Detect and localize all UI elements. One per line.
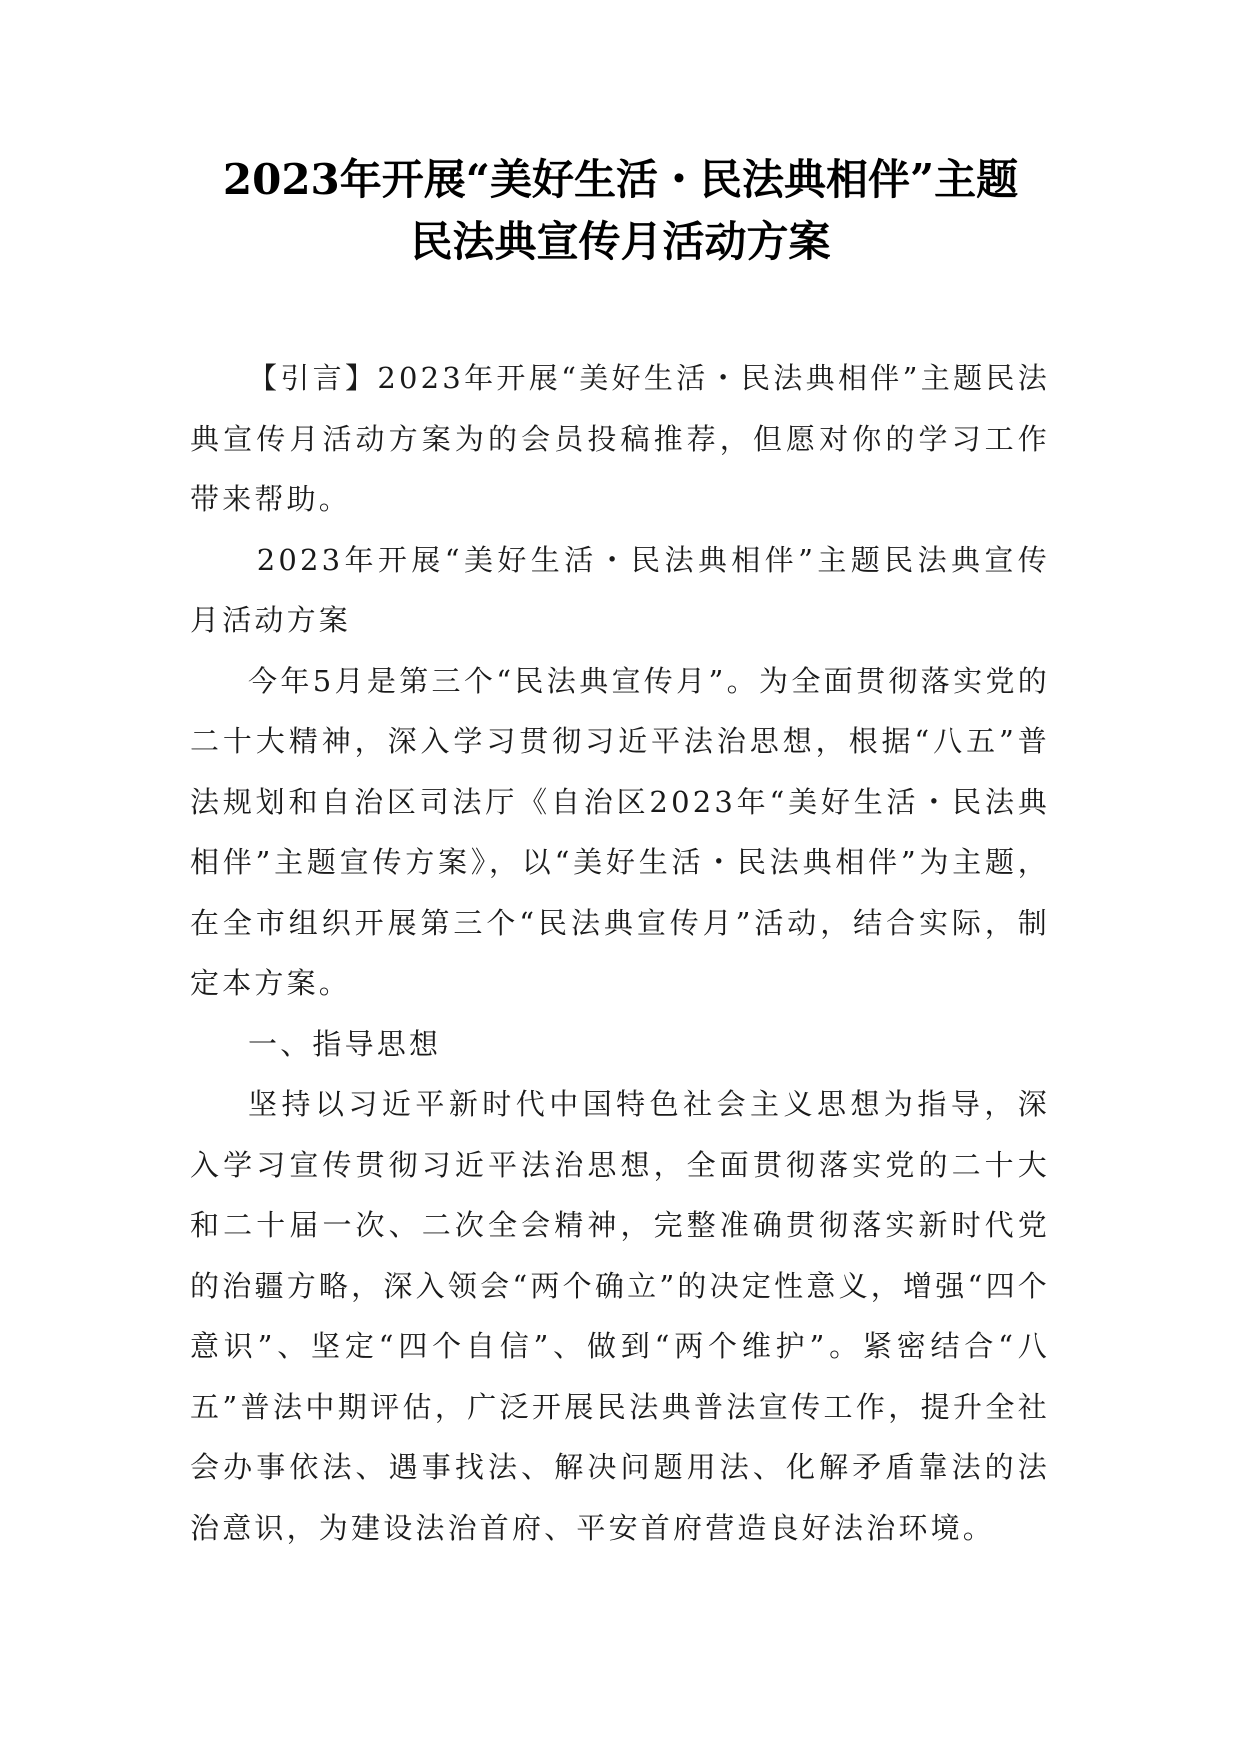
document-body [190, 348, 1050, 1558]
intro-paragraph: 【引言】2023年开展“美好生活・民法典相伴”主题民法典宣传月活动方案为的会员投稿推荐，但愿对你的学习工作带来帮助。 [190, 361, 1050, 516]
guiding-thought-paragraph: 坚持以习近平新时代中国特色社会主义思想为指导，深入学习宣传贯彻习近平法治思想，全面贯彻落实党的二十大和二十届一次、二次全会精神，完整准确贯彻落实新时代党的治疆方略，深入领会“两个确立”的决定性意义，增强“四个意识”、坚定“四个自信”、做到“两个维护”。紧密结合“八五”普法中期评估，广泛开展民法典普法宣传工作，提升全社会办事依法、遇事找法、解决问题用法、化解矛盾靠法的法治意识，为建设法治首府、平安首府营造良好法治环境。 [190, 1087, 1050, 1545]
document-title-line-1: 2023年开展“美好生活・民法典相伴”主题 [222, 155, 1019, 204]
subtitle-paragraph: 2023年开展“美好生活・民法典相伴”主题民法典宣传月活动方案 [190, 542, 1050, 637]
background-paragraph: 今年5月是第三个“民法典宣传月”。为全面贯彻落实党的二十大精神，深入学习贯彻习近平法治思想，根据“八五”普法规划和自治区司法厅《自治区2023年“美好生活・民法典相伴”主题宣传方案》，以“美好生活・民法典相伴”为主题，在全市组织开展第三个“民法典宣传月”活动，结合实际，制定本方案。 [190, 663, 1050, 1000]
document-title-line-2: 民法典宣传月活动方案 [410, 217, 831, 266]
section-heading: 一、指导思想 [248, 1026, 442, 1061]
